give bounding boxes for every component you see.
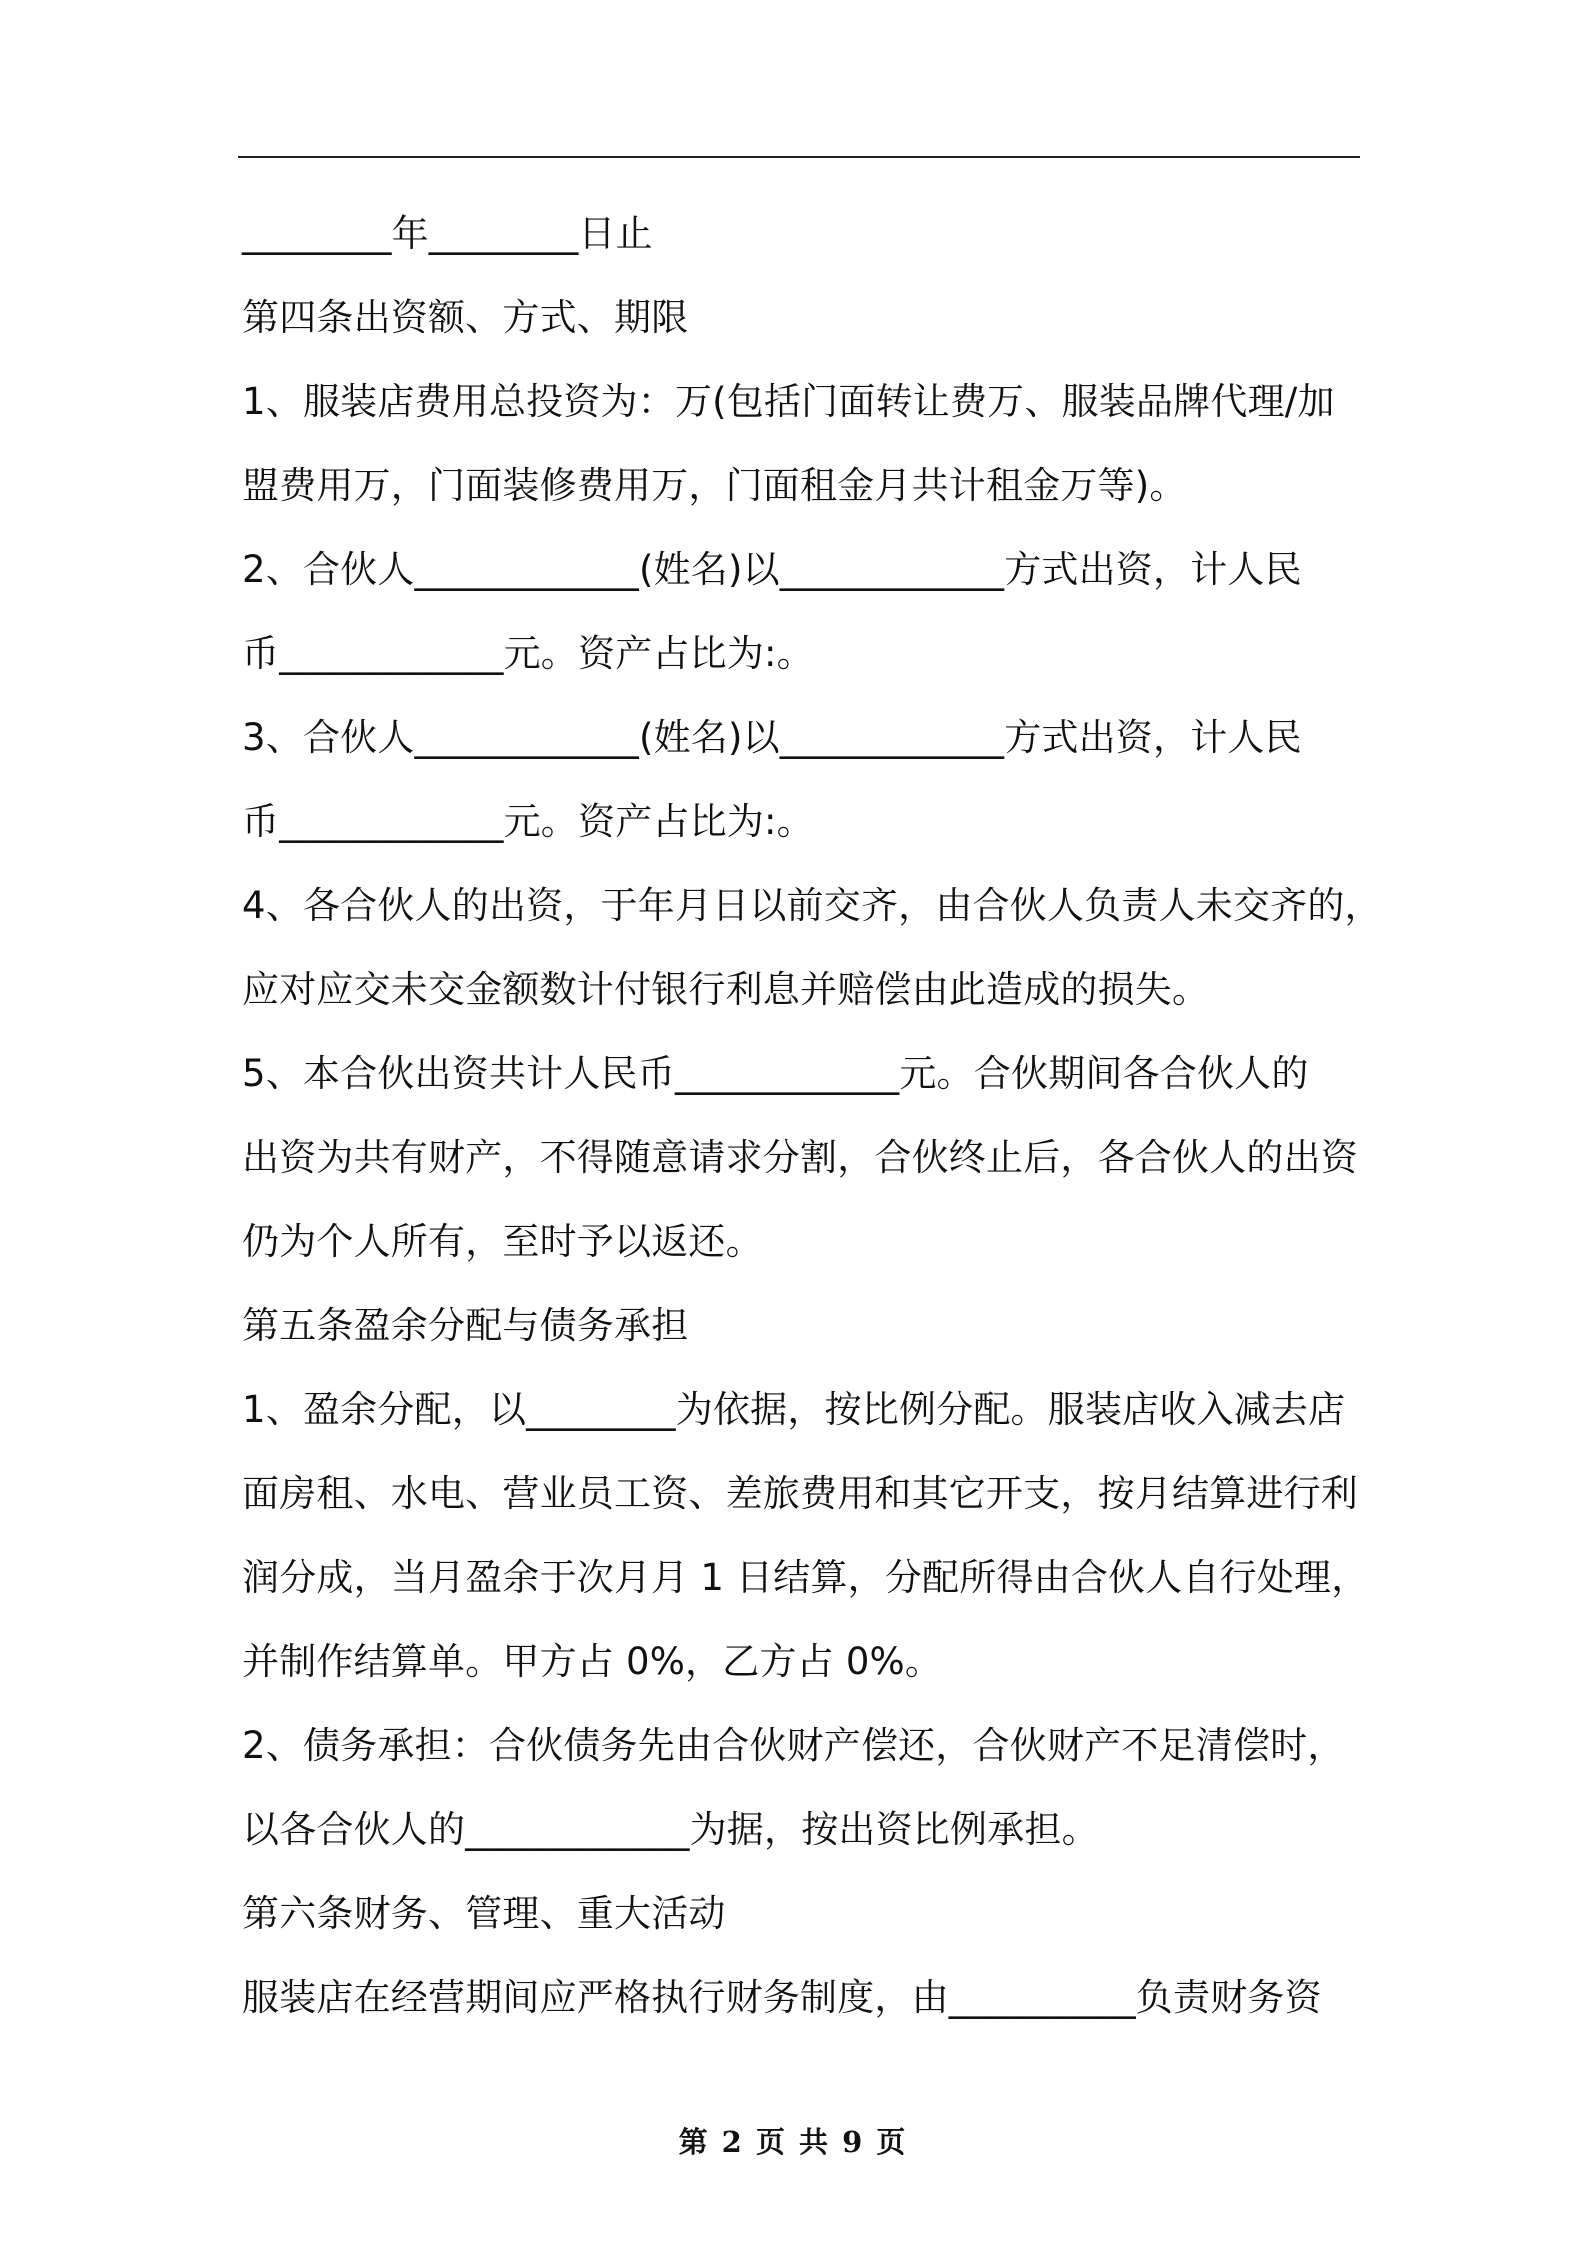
text-line: 服装店在经营期间应严格执行财务制度，由__________负责财务资 bbox=[242, 1976, 1322, 2019]
text-line: 2、合伙人____________(姓名)以____________方式出资，计人民 bbox=[242, 548, 1302, 591]
text-line: 3、合伙人____________(姓名)以____________方式出资，计人民 bbox=[242, 716, 1302, 759]
text-line: 盟费用万，门面装修费用万，门面租金月共计租金万等)。 bbox=[242, 464, 1187, 507]
text-line: 以各合伙人的____________为据，按出资比例承担。 bbox=[242, 1808, 1099, 1851]
text-line: ________年________日止 bbox=[242, 212, 653, 255]
text-line: 币____________元。资产占比为:。 bbox=[242, 800, 814, 843]
text-line: 应对应交未交金额数计付银行利息并赔偿由此造成的损失。 bbox=[242, 968, 1210, 1011]
text-line: 4、各合伙人的出资，于年月日以前交齐，由合伙人负责人未交齐的， bbox=[242, 884, 1382, 927]
text-line: 2、债务承担：合伙债务先由合伙财产偿还，合伙财产不足清偿时， bbox=[242, 1724, 1345, 1767]
section-heading: 第五条盈余分配与债务承担 bbox=[242, 1304, 689, 1347]
text-line: 面房租、水电、营业员工资、差旅费用和其它开支，按月结算进行利 bbox=[242, 1472, 1358, 1515]
text-line: 5、本合伙出资共计人民币____________元。合伙期间各合伙人的 bbox=[242, 1052, 1309, 1095]
text-line: 仍为个人所有，至时予以返还。 bbox=[242, 1220, 763, 1263]
section-heading: 第六条财务、管理、重大活动 bbox=[242, 1892, 726, 1935]
text-line: 1、服装店费用总投资为：万(包括门面转让费万、服装品牌代理/加 bbox=[242, 380, 1335, 423]
header-rule bbox=[238, 156, 1360, 158]
text-line: 润分成，当月盈余于次月月 1 日结算，分配所得由合伙人自行处理， bbox=[242, 1556, 1369, 1599]
text-line: 1、盈余分配，以________为依据，按比例分配。服装店收入减去店 bbox=[242, 1388, 1346, 1431]
page-number: 第 2 页 共 9 页 bbox=[678, 2125, 908, 2159]
text-line: 币____________元。资产占比为:。 bbox=[242, 632, 814, 675]
section-heading: 第四条出资额、方式、期限 bbox=[242, 296, 689, 339]
text-line: 出资为共有财产，不得随意请求分割，合伙终止后，各合伙人的出资 bbox=[242, 1136, 1358, 1179]
text-line: 并制作结算单。甲方占 0%，乙方占 0%。 bbox=[242, 1640, 943, 1683]
document-body bbox=[242, 192, 1382, 2040]
